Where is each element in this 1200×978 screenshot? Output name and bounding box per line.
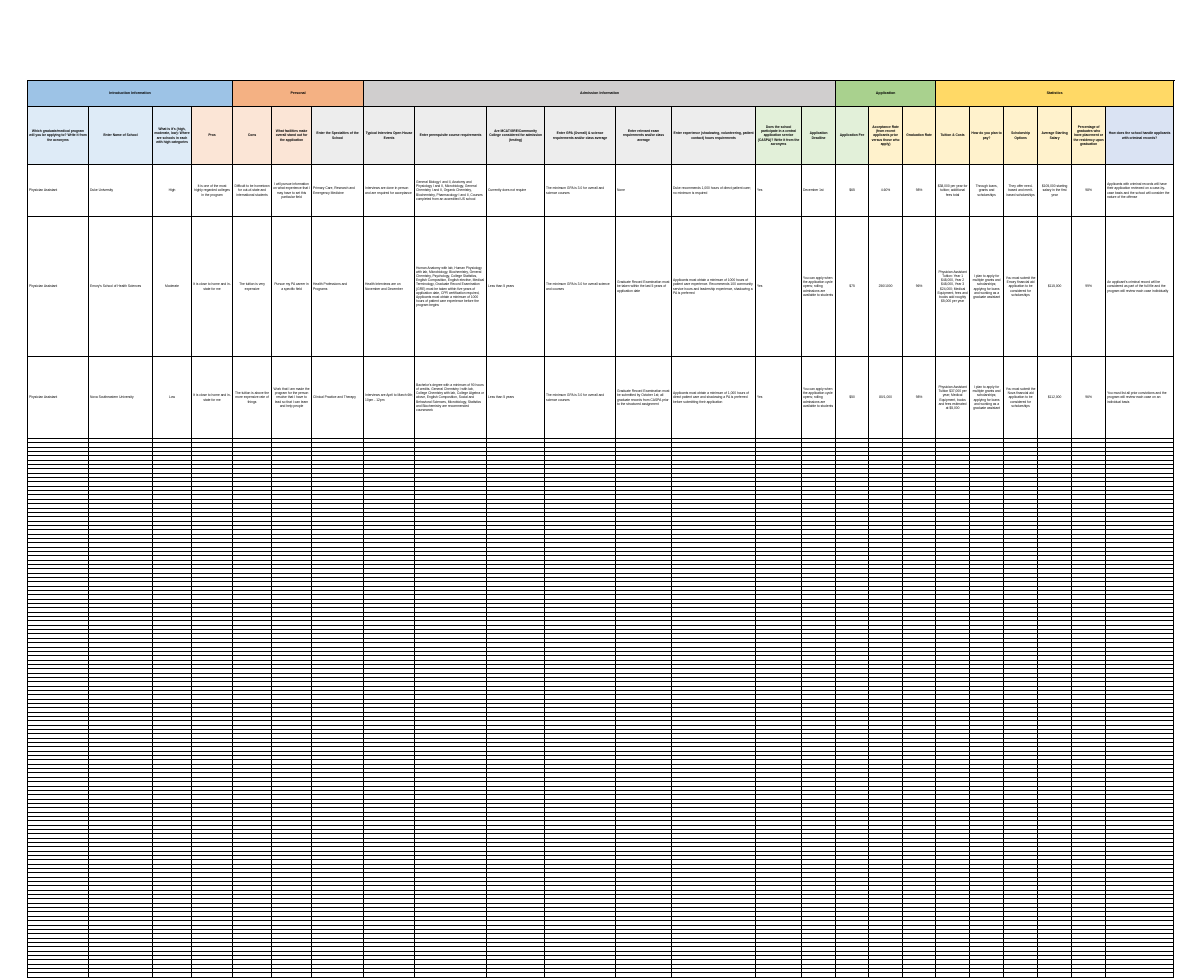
- table-cell[interactable]: $65: [836, 165, 869, 217]
- empty-cell[interactable]: [364, 973, 415, 977]
- table-cell[interactable]: $38,000 per year for tuition; additional fees total: [936, 165, 970, 217]
- empty-cell[interactable]: [89, 973, 153, 977]
- column-header-cell[interactable]: Are MCAT/GRE/Community College considered for admission (testing): [487, 107, 545, 165]
- table-cell[interactable]: Interviews are done in person and are required for acceptance: [364, 165, 415, 217]
- table-cell[interactable]: $115,000: [1038, 217, 1072, 357]
- group-header-cell[interactable]: Introduction Information: [28, 81, 233, 107]
- empty-cell[interactable]: [836, 973, 869, 977]
- table-cell[interactable]: Physician Assistant: [28, 217, 89, 357]
- column-header-cell[interactable]: Enter experience (shadowing, volunteering, patient contact) hours requirements: [672, 107, 756, 165]
- table-cell[interactable]: None: [616, 165, 672, 217]
- table-cell[interactable]: 98%: [903, 357, 936, 439]
- table-cell[interactable]: Yes: [756, 217, 802, 357]
- group-header-cell[interactable]: Application: [836, 81, 936, 107]
- empty-cell[interactable]: [1038, 973, 1072, 977]
- table-cell[interactable]: 80/1,000: [869, 357, 903, 439]
- group-header-cell[interactable]: Admission Information: [364, 81, 836, 107]
- table-cell[interactable]: Physician Assistant Tuition: Year 1 $48,000, Year 2 $48,000, Year 3 $24,000; Medical Equipment, fees and books add roughly $5,000 per year: [936, 217, 970, 357]
- table-cell[interactable]: High: [153, 165, 192, 217]
- column-header-cell[interactable]: Tuition & Costs: [936, 107, 970, 165]
- column-header-cell[interactable]: What facilities make overall stand out for the application: [272, 107, 312, 165]
- table-cell[interactable]: An applicant's criminal record will be considered as part of the full file and the program will review each case individually: [1106, 217, 1174, 357]
- table-cell[interactable]: Difficult to be hometown for out-of-state and international students: [233, 165, 272, 217]
- table-cell[interactable]: Applicants must obtain a minimum of 1,000 hours of direct patient care and shadowing a PA is preferred before submitting their application: [672, 357, 756, 439]
- empty-cell[interactable]: [869, 973, 903, 977]
- table-cell[interactable]: Graduate Record Examination must be submitted by October 1st; all graduate records from CASPA prior to the structured assignment: [616, 357, 672, 439]
- column-header-cell[interactable]: Pros: [192, 107, 233, 165]
- table-cell[interactable]: Currently does not require: [487, 165, 545, 217]
- table-cell[interactable]: You can apply when the application cycle opens; rolling admissions are available to students: [802, 357, 836, 439]
- table-cell[interactable]: Duke recommends 1,000 hours of direct patient care; no minimum is required: [672, 165, 756, 217]
- empty-cell[interactable]: [487, 973, 545, 977]
- table-cell[interactable]: $75: [836, 217, 869, 357]
- column-header-cell[interactable]: Enter prerequisite course requirements: [415, 107, 487, 165]
- column-header-cell[interactable]: Which graduate/medical program will you be applying to? Write it from the acronyms: [28, 107, 89, 165]
- table-cell[interactable]: It is close to home and in-state for me: [192, 357, 233, 439]
- empty-cell[interactable]: [802, 973, 836, 977]
- table-cell[interactable]: Through loans, grants and scholarships: [970, 165, 1004, 217]
- column-header-cell[interactable]: Enter Name of School: [89, 107, 153, 165]
- column-header-cell[interactable]: Average Starting Salary: [1038, 107, 1072, 165]
- column-header-cell[interactable]: Application Fee: [836, 107, 869, 165]
- empty-cell[interactable]: [1004, 973, 1038, 977]
- empty-cell[interactable]: [936, 973, 970, 977]
- table-cell[interactable]: Clinical Practice and Therapy: [312, 357, 364, 439]
- table-cell[interactable]: Applicants must obtain a minimum of 1000 hours of patient care experience. Recommends 100 community service hours and leadership experience, shadowing a PA is preferred: [672, 217, 756, 357]
- empty-cell[interactable]: [903, 973, 936, 977]
- table-cell[interactable]: I will pursue information on what experience that I may have to set this particular field: [272, 165, 312, 217]
- empty-cell[interactable]: [1072, 973, 1106, 977]
- column-header-cell[interactable]: Enter the Specialties of the School: [312, 107, 364, 165]
- table-cell[interactable]: $112,000: [1038, 357, 1072, 439]
- table-cell[interactable]: I plan to apply for multiple grants and scholarships; applying for loans and working as a graduate assistant: [970, 357, 1004, 439]
- table-cell[interactable]: 98%: [1072, 165, 1106, 217]
- table-cell[interactable]: Human Anatomy with lab, Human Physiology with lab, Microbiology, Biochemistry, General Chemistry, Psychology, College Statistics, English Composition, English elective, Medical Terminology, Graduate Record Examination (GRE) must be taken within five years of application date, CPR certification required, Applicants must obtain a minimum of 1000 hours of patient care experience before the program begins: [415, 217, 487, 357]
- table-cell[interactable]: It is close to home and in-state for me: [192, 217, 233, 357]
- group-header-cell[interactable]: Personal: [233, 81, 364, 107]
- column-header-cell[interactable]: What is it's (high, moderate, low): Where are schools in each with high categories: [153, 107, 192, 165]
- table-cell[interactable]: 96%: [1072, 357, 1106, 439]
- table-cell[interactable]: 98%: [903, 165, 936, 217]
- table-cell[interactable]: I plan to apply for multiple grants and scholarships; applying for loans and working as a graduate assistant: [970, 217, 1004, 357]
- column-header-cell[interactable]: Percentage of graduates who have placement or the residency upon graduation: [1072, 107, 1106, 165]
- column-header-cell[interactable]: Typical Interview Open House Events: [364, 107, 415, 165]
- table-cell[interactable]: Primary Care, Research and Emergency Medicine: [312, 165, 364, 217]
- group-header-row: [28, 81, 1174, 107]
- table-cell[interactable]: The minimum GPA is 3.0 for overall and science courses: [545, 165, 616, 217]
- table-cell[interactable]: Emory's School of Health Sciences: [89, 217, 153, 357]
- table-cell[interactable]: 250/1000: [869, 217, 903, 357]
- table-cell[interactable]: Low: [153, 357, 192, 439]
- empty-cell[interactable]: [756, 973, 802, 977]
- table-cell[interactable]: Health Interviews are on November and December: [364, 217, 415, 357]
- empty-cell[interactable]: [1106, 973, 1174, 977]
- empty-cell[interactable]: [233, 973, 272, 977]
- table-cell[interactable]: Moderate: [153, 217, 192, 357]
- table-cell[interactable]: It is one of the most highly regarded colleges in the program: [192, 165, 233, 217]
- table-cell[interactable]: December 1st: [802, 165, 836, 217]
- table-cell[interactable]: Bachelor's degree with a minimum of 90 hours of credits. General Chemistry I with lab, College Chemistry with lab, College Algebra or above, English Composition, Social and Behavioral Sciences, Microbiology, Statistics and Biochemistry are recommended coursework: [415, 357, 487, 439]
- table-cell[interactable]: You must list all prior convictions and the program will review each case on an individual basis: [1106, 357, 1174, 439]
- table-cell[interactable]: Nova Southeastern University: [89, 357, 153, 439]
- table-cell[interactable]: You must submit the Emory financial aid application to be considered for scholarships: [1004, 217, 1038, 357]
- column-header-cell[interactable]: Enter GPA (Overall) & science requirements and/or class average: [545, 107, 616, 165]
- table-cell[interactable]: 99%: [1072, 217, 1106, 357]
- empty-cell[interactable]: [272, 973, 312, 977]
- column-header-row: [28, 107, 1174, 165]
- table-cell[interactable]: Duke University: [89, 165, 153, 217]
- table-cell[interactable]: Health Professions and Programs: [312, 217, 364, 357]
- empty-cell[interactable]: [616, 973, 672, 977]
- table-cell[interactable]: Work that I am made the program for the person resolve that I have to lead so that I can learn and help people: [272, 357, 312, 439]
- table-cell[interactable]: Less than 5 years: [487, 217, 545, 357]
- spreadsheet-table: [27, 80, 1174, 978]
- table-cell[interactable]: 96%: [903, 217, 936, 357]
- sheet-body: [28, 81, 1174, 978]
- empty-cell[interactable]: [192, 973, 233, 977]
- table-cell[interactable]: The minimum GPA is 3.0 for overall science and courses: [545, 217, 616, 357]
- empty-cell[interactable]: [970, 973, 1004, 977]
- table-row: [28, 357, 1174, 439]
- table-cell[interactable]: Physician Assistant: [28, 165, 89, 217]
- column-header-cell[interactable]: Does the school participate in a central application service (CASPA)? Write it from the acronyms: [756, 107, 802, 165]
- table-cell[interactable]: Pursue my PA career in a specific field: [272, 217, 312, 357]
- column-header-cell[interactable]: How do you plan to pay?: [970, 107, 1004, 165]
- table-row: [28, 217, 1174, 357]
- table-cell[interactable]: You must submit the Nova financial aid application to be considered for scholarships: [1004, 357, 1038, 439]
- empty-cell[interactable]: [312, 973, 364, 977]
- group-header-cell[interactable]: Statistics: [936, 81, 1174, 107]
- table-cell[interactable]: Less than 5 years: [487, 357, 545, 439]
- table-row: [28, 165, 1174, 217]
- table-cell[interactable]: The minimum GPA is 3.0 for overall and science courses: [545, 357, 616, 439]
- table-cell[interactable]: General Biology I and II, Anatomy and Physiology I and II, Microbiology, General Chemistry I and II, Organic Chemistry, Biochemistry, Pharmacology I and II, Courses completed from an accredited US school: [415, 165, 487, 217]
- empty-cell[interactable]: [672, 973, 756, 977]
- table-cell[interactable]: They offer need-based and merit-based scholarships: [1004, 165, 1038, 217]
- column-header-cell[interactable]: Graduation Rate: [903, 107, 936, 165]
- empty-row: [28, 973, 1174, 977]
- table-cell[interactable]: You can apply when the application cycle opens; rolling admissions are available to students: [802, 217, 836, 357]
- column-header-cell[interactable]: How does the school handle applicants with criminal records?: [1106, 107, 1174, 165]
- table-cell[interactable]: Applicants with criminal records will have their application reviewed on a case-by-case basis and the school will consider the nature of the offense: [1106, 165, 1174, 217]
- table-cell[interactable]: Physician Assistant Tuition $37,000 per year; Medical Equipment, books and fees estimated at $5,000: [936, 357, 970, 439]
- table-cell[interactable]: Yes: [756, 165, 802, 217]
- table-cell[interactable]: 4.60%: [869, 165, 903, 217]
- empty-cell[interactable]: [545, 973, 616, 977]
- column-header-cell[interactable]: Acceptance Rate (from recent applicants prior versus those who apply): [869, 107, 903, 165]
- table-cell[interactable]: The tuition is above the more expensive rate of things: [233, 357, 272, 439]
- table-cell[interactable]: The tuition is very expensive: [233, 217, 272, 357]
- table-cell[interactable]: $105,000 starting salary in the first year: [1038, 165, 1072, 217]
- empty-cell[interactable]: [415, 973, 487, 977]
- empty-cell[interactable]: [28, 973, 89, 977]
- column-header-cell[interactable]: Application Deadline: [802, 107, 836, 165]
- column-header-cell[interactable]: Enter relevant exam requirements and/or class average: [616, 107, 672, 165]
- column-header-cell[interactable]: Cons: [233, 107, 272, 165]
- table-cell[interactable]: $50: [836, 357, 869, 439]
- table-cell[interactable]: Yes: [756, 357, 802, 439]
- table-cell[interactable]: Graduate Record Examination must be taken within the last 5 years of application date: [616, 217, 672, 357]
- column-header-cell[interactable]: Scholarship Options: [1004, 107, 1038, 165]
- table-cell[interactable]: Physician Assistant: [28, 357, 89, 439]
- empty-cell[interactable]: [153, 973, 192, 977]
- table-cell[interactable]: Interviews are April to March 6th; 10pm - 12pm: [364, 357, 415, 439]
